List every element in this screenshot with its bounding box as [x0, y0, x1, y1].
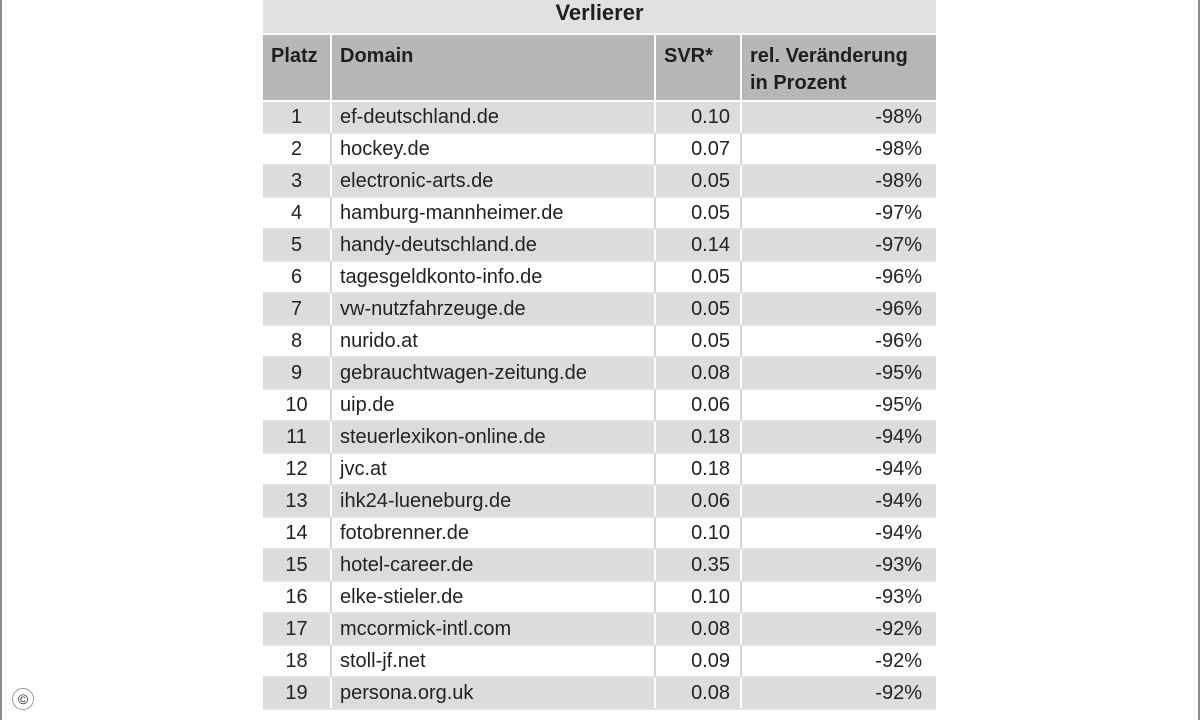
cell-rel-change: -94%	[741, 485, 936, 517]
cell-rel-change: -92%	[741, 613, 936, 645]
loser-table	[263, 35, 936, 710]
cell-platz: 5	[263, 229, 331, 261]
cell-platz: 7	[263, 293, 331, 325]
cell-rel-change: -94%	[741, 453, 936, 485]
cell-svr: 0.05	[655, 293, 741, 325]
header-rel-change	[741, 35, 936, 101]
cell-domain: nurido.at	[331, 325, 655, 357]
cell-svr: 0.18	[655, 453, 741, 485]
table-body	[263, 101, 936, 709]
header-rel-line2: in Prozent	[750, 72, 847, 94]
cell-platz: 11	[263, 421, 331, 453]
cell-svr: 0.08	[655, 677, 741, 709]
cell-platz: 9	[263, 357, 331, 389]
cell-svr: 0.05	[655, 197, 741, 229]
cell-svr: 0.05	[655, 261, 741, 293]
table-title: Verlierer	[263, 0, 936, 35]
cell-domain: hockey.de	[331, 133, 655, 165]
cell-svr: 0.10	[655, 101, 741, 133]
cell-domain: uip.de	[331, 389, 655, 421]
cell-svr: 0.08	[655, 613, 741, 645]
cell-svr: 0.09	[655, 645, 741, 677]
cell-domain: electronic-arts.de	[331, 165, 655, 197]
cell-svr: 0.06	[655, 485, 741, 517]
header-svr: SVR*	[655, 35, 741, 101]
cell-rel-change: -97%	[741, 229, 936, 261]
cell-platz: 10	[263, 389, 331, 421]
cell-svr: 0.06	[655, 389, 741, 421]
cell-platz: 3	[263, 165, 331, 197]
cell-platz: 2	[263, 133, 331, 165]
cell-platz: 15	[263, 549, 331, 581]
table-row	[263, 677, 936, 709]
left-border-line	[0, 0, 2, 720]
cell-domain: persona.org.uk	[331, 677, 655, 709]
cell-domain: gebrauchtwagen-zeitung.de	[331, 357, 655, 389]
cell-rel-change: -96%	[741, 293, 936, 325]
table-row	[263, 133, 936, 165]
cell-svr: 0.05	[655, 165, 741, 197]
table-row	[263, 261, 936, 293]
cell-svr: 0.08	[655, 357, 741, 389]
table-row	[263, 197, 936, 229]
cell-platz: 18	[263, 645, 331, 677]
cell-rel-change: -93%	[741, 549, 936, 581]
table-row	[263, 229, 936, 261]
cell-platz: 16	[263, 581, 331, 613]
cell-domain: ef-deutschland.de	[331, 101, 655, 133]
table-row	[263, 581, 936, 613]
cell-platz: 14	[263, 517, 331, 549]
cell-platz: 8	[263, 325, 331, 357]
table-row	[263, 613, 936, 645]
cell-rel-change: -97%	[741, 197, 936, 229]
cell-svr: 0.05	[655, 325, 741, 357]
cell-platz: 19	[263, 677, 331, 709]
cell-rel-change: -94%	[741, 517, 936, 549]
cell-platz: 17	[263, 613, 331, 645]
table-row	[263, 101, 936, 133]
loser-table-container	[263, 0, 936, 710]
cell-platz: 12	[263, 453, 331, 485]
cell-domain: handy-deutschland.de	[331, 229, 655, 261]
cell-domain: jvc.at	[331, 453, 655, 485]
cell-domain: mccormick-intl.com	[331, 613, 655, 645]
table-row	[263, 421, 936, 453]
cell-rel-change: -95%	[741, 389, 936, 421]
cell-domain: steuerlexikon-online.de	[331, 421, 655, 453]
table-row	[263, 165, 936, 197]
cell-domain: tagesgeldkonto-info.de	[331, 261, 655, 293]
cell-rel-change: -92%	[741, 677, 936, 709]
table-row	[263, 293, 936, 325]
table-row	[263, 389, 936, 421]
table-row	[263, 325, 936, 357]
table-row	[263, 517, 936, 549]
cell-domain: stoll-jf.net	[331, 645, 655, 677]
cell-svr: 0.07	[655, 133, 741, 165]
cell-svr: 0.18	[655, 421, 741, 453]
cell-rel-change: -95%	[741, 357, 936, 389]
cell-rel-change: -96%	[741, 261, 936, 293]
cell-rel-change: -94%	[741, 421, 936, 453]
cell-rel-change: -98%	[741, 165, 936, 197]
cell-rel-change: -98%	[741, 133, 936, 165]
header-platz: Platz	[263, 35, 331, 101]
table-row	[263, 453, 936, 485]
cell-domain: fotobrenner.de	[331, 517, 655, 549]
cell-platz: 1	[263, 101, 331, 133]
header-rel-line1: rel. Veränderung	[750, 45, 908, 67]
copyright-icon: ©	[12, 688, 34, 710]
cell-rel-change: -96%	[741, 325, 936, 357]
cell-domain: hotel-career.de	[331, 549, 655, 581]
cell-domain: elke-stieler.de	[331, 581, 655, 613]
cell-rel-change: -92%	[741, 645, 936, 677]
header-row	[263, 35, 936, 101]
cell-svr: 0.35	[655, 549, 741, 581]
cell-platz: 4	[263, 197, 331, 229]
table-row	[263, 549, 936, 581]
table-row	[263, 485, 936, 517]
cell-svr: 0.14	[655, 229, 741, 261]
cell-domain: ihk24-lueneburg.de	[331, 485, 655, 517]
table-row	[263, 357, 936, 389]
cell-rel-change: -98%	[741, 101, 936, 133]
header-domain: Domain	[331, 35, 655, 101]
cell-rel-change: -93%	[741, 581, 936, 613]
cell-svr: 0.10	[655, 581, 741, 613]
cell-domain: hamburg-mannheimer.de	[331, 197, 655, 229]
table-row	[263, 645, 936, 677]
cell-domain: vw-nutzfahrzeuge.de	[331, 293, 655, 325]
cell-svr: 0.10	[655, 517, 741, 549]
cell-platz: 13	[263, 485, 331, 517]
cell-platz: 6	[263, 261, 331, 293]
